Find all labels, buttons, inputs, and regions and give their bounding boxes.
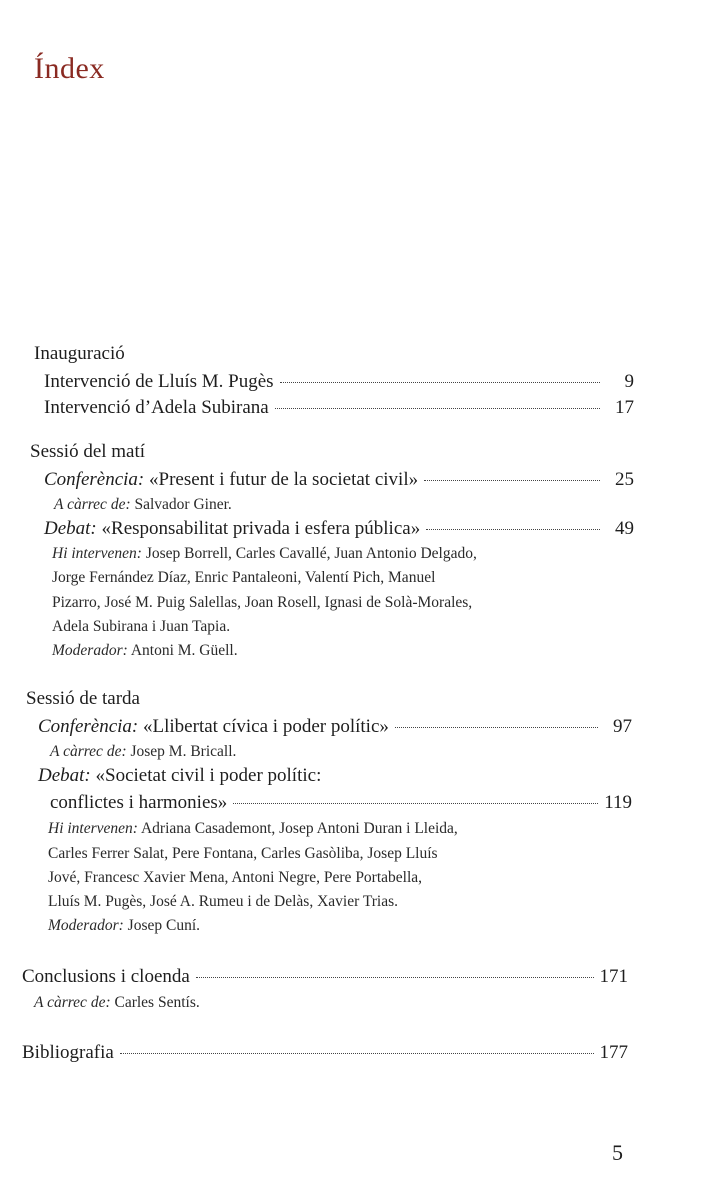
toc-entry-conclusions[interactable] <box>22 966 628 988</box>
dot-leader <box>196 977 594 978</box>
participants-line: Lluís M. Pugès, José A. Rumeu i de Delàs, Xavier Trias. <box>48 893 399 910</box>
speaker-line <box>50 743 236 761</box>
section-heading-mati: Sessió del matí <box>30 441 146 462</box>
participants-line: Adela Subirana i Juan Tapia. <box>52 618 231 635</box>
entry-title: conflictes i harmonies» <box>50 792 228 813</box>
page-number: 119 <box>604 792 632 813</box>
participants-label: Hi intervenen: <box>48 820 138 837</box>
moderator-label: Moderador: <box>48 917 124 934</box>
page-number: 17 <box>615 397 634 418</box>
moderator-line <box>52 642 238 660</box>
entry-title: Intervenció de Lluís M. Pugès <box>44 371 274 392</box>
dot-leader <box>120 1053 594 1054</box>
participants-line <box>52 545 477 563</box>
toc-entry-tarda-debat[interactable] <box>50 792 632 814</box>
moderator-line <box>48 917 200 935</box>
toc-entry-subirana[interactable] <box>44 397 634 419</box>
dot-leader <box>395 727 598 728</box>
toc-entry-puges[interactable] <box>44 371 634 393</box>
speaker-label: A càrrec de: <box>54 496 131 513</box>
page-folio: 5 <box>612 1140 623 1165</box>
participants-label: Hi intervenen: <box>52 545 142 562</box>
section-heading-tarda: Sessió de tarda <box>26 688 140 709</box>
toc-entry-mati-conferencia[interactable] <box>44 469 634 491</box>
speaker-line <box>54 496 232 514</box>
moderator-name: Antoni M. Güell. <box>130 642 238 659</box>
page-number: 49 <box>615 518 634 539</box>
dot-leader <box>424 480 600 481</box>
speaker-name: Carles Sentís. <box>114 994 200 1011</box>
participants-line: Jové, Francesc Xavier Mena, Antoni Negre, Pere Portabella, <box>48 869 423 886</box>
entry-label: Debat: <box>44 518 97 539</box>
moderator-name: Josep Cuní. <box>127 917 200 934</box>
page-number: 97 <box>613 716 632 737</box>
entry-title: «Societat civil i poder polític: <box>95 765 322 786</box>
entry-label: Conferència: <box>44 469 145 490</box>
page-number: 177 <box>599 1042 628 1063</box>
entry-title: Bibliografia <box>22 1042 114 1063</box>
entry-title: «Llibertat cívica i poder polític» <box>143 716 389 737</box>
dot-leader <box>426 529 600 530</box>
participants-line: Jorge Fernández Díaz, Enric Pantaleoni, Valentí Pich, Manuel <box>52 569 436 586</box>
toc-entry-tarda-conferencia[interactable] <box>38 716 632 738</box>
participants-line: Carles Ferrer Salat, Pere Fontana, Carles Gasòliba, Josep Lluís <box>48 845 438 862</box>
participants-text: Adriana Casademont, Josep Antoni Duran i Lleida, <box>140 820 458 837</box>
section-heading-inauguracio: Inauguració <box>34 343 125 364</box>
entry-label: Debat: <box>38 765 91 786</box>
participants-line: Pizarro, José M. Puig Salellas, Joan Rosell, Ignasi de Solà-Morales, <box>52 594 473 611</box>
dot-leader <box>275 408 600 409</box>
speaker-label: A càrrec de: <box>34 994 111 1011</box>
speaker-label: A càrrec de: <box>50 743 127 760</box>
entry-title: Intervenció d’Adela Subirana <box>44 397 269 418</box>
participants-line <box>48 820 458 838</box>
page-number: 171 <box>599 966 628 987</box>
entry-title: Conclusions i cloenda <box>22 966 190 987</box>
toc-entry-mati-debat[interactable] <box>44 518 634 540</box>
entry-label: Conferència: <box>38 716 139 737</box>
moderator-label: Moderador: <box>52 642 128 659</box>
dot-leader <box>280 382 600 383</box>
page-title: Índex <box>34 52 105 85</box>
speaker-line <box>34 994 200 1012</box>
speaker-name: Salvador Giner. <box>134 496 232 513</box>
speaker-name: Josep M. Bricall. <box>130 743 237 760</box>
page-number: 25 <box>615 469 634 490</box>
toc-entry-bibliografia[interactable] <box>22 1042 628 1064</box>
entry-title: «Responsabilitat privada i esfera pública» <box>101 518 421 539</box>
debat-title-line-1 <box>38 765 321 787</box>
page-number: 9 <box>624 371 634 392</box>
participants-text: Josep Borrell, Carles Cavallé, Juan Antonio Delgado, <box>145 545 477 562</box>
dot-leader <box>233 803 598 804</box>
entry-title: «Present i futur de la societat civil» <box>149 469 419 490</box>
